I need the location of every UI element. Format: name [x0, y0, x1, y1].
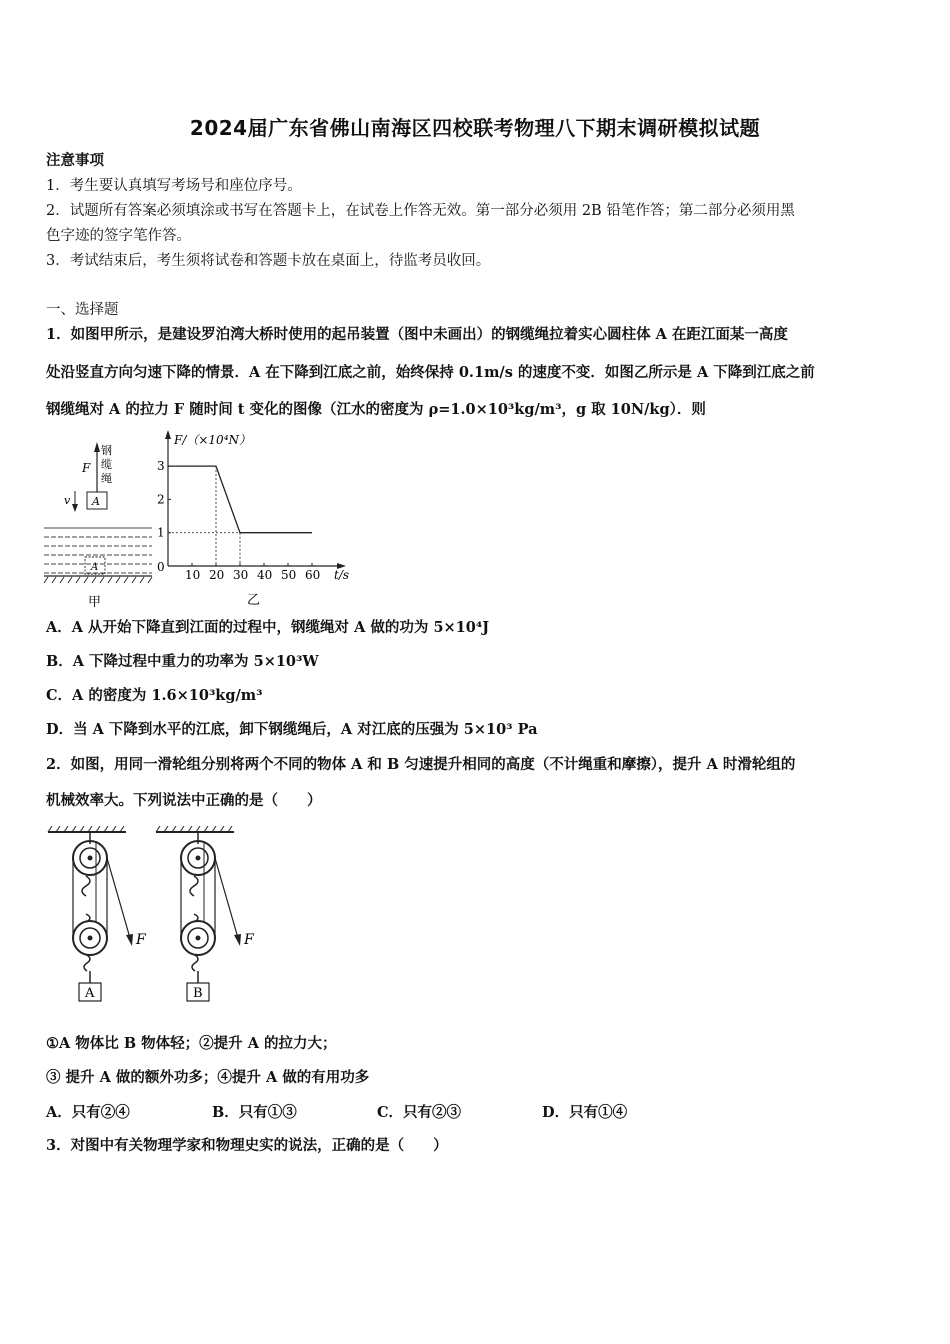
y-tick-label: 3 [157, 459, 165, 474]
question-1-option: D．当 A 下降到水平的江底，卸下钢缆绳后，A 对江底的压强为 5×10³ Pa [46, 721, 538, 738]
rope-label: 缆 [101, 458, 112, 471]
notice-item: 色字迹的签字笔作答。 [46, 228, 191, 244]
x-tick-label: 40 [257, 568, 273, 582]
question-1-option: B．A 下降过程中重力的功率为 5×10³W [46, 653, 319, 670]
force-label: F [136, 932, 146, 948]
figure-yi-chart [152, 426, 372, 616]
force-label: F [82, 461, 91, 475]
notice-item: 3．考试结束后，考生须将试卷和答题卡放在桌面上，待监考员收回。 [46, 253, 491, 269]
notice-item: 1．考生要认真填写考场号和座位序号。 [46, 178, 302, 194]
question-3-line: 3．对图中有关物理学家和物理史实的说法，正确的是（ ） [46, 1137, 448, 1154]
question-1-option: A．A 从开始下降直到江面的过程中，钢缆绳对 A 做的功为 5×10⁴J [46, 619, 490, 636]
question-2-option: A．只有②④ [46, 1104, 130, 1121]
question-2-line: 机械效率大。下列说法中正确的是（ ） [46, 792, 322, 809]
page-title: 2024届广东省佛山南海区四校联考物理八下期末调研模拟试题 [189, 116, 761, 140]
question-1-line: 1．如图甲所示，是建设罗泊湾大桥时使用的起吊装置（图中未画出）的钢缆绳拉着实心圆柱体 A 在距江面某一高度 [46, 326, 788, 343]
rope-label: 钢 [101, 444, 112, 457]
notice-heading: 注意事项 [46, 152, 104, 169]
question-2-option: B．只有①③ [212, 1104, 297, 1121]
figure-caption: 乙 [247, 593, 261, 608]
section-heading: 一、选择题 [46, 302, 119, 318]
x-tick-label: 50 [281, 568, 297, 582]
y-tick-label: 1 [157, 525, 165, 540]
question-2-statement: ①A 物体比 B 物体轻；②提升 A 的拉力大； [46, 1035, 337, 1052]
velocity-label: v [64, 494, 71, 507]
question-2-option: D．只有①④ [542, 1104, 628, 1121]
question-2-option: C．只有②③ [377, 1104, 462, 1121]
x-axis-label: t/s [334, 568, 350, 582]
series-line [168, 466, 312, 533]
question-2-statement: ③ 提升 A 做的额外功多；④提升 A 做的有用功多 [46, 1069, 370, 1086]
y-axis-label: F/（×10⁴N） [174, 433, 252, 447]
question-1-line: 处沿竖直方向匀速下降的情景．A 在下降到江底之前，始终保持 0.1m/s 的速度不变．如图乙所示是 A 下降到江底之前 [46, 364, 815, 381]
block-label-bottom: A [91, 562, 99, 573]
y-tick-label: 2 [157, 492, 165, 507]
pulley-system-b [156, 826, 255, 1001]
figure-caption: 甲 [88, 595, 102, 610]
figure-jia [40, 436, 158, 616]
question-2-line: 2．如图，用同一滑轮组分别将两个不同的物体 A 和 B 匀速提升相同的高度（不计绳重和摩擦），提升 A 时滑轮组的 [46, 756, 796, 773]
x-tick-label: 10 [185, 568, 201, 582]
question-1-line: 钢缆绳对 A 的拉力 F 随时间 t 变化的图像（江水的密度为 ρ=1.0×10³kg/m³，g 取 10N/kg）．则 [46, 401, 706, 418]
x-tick-label: 60 [305, 568, 321, 582]
pulley-system-a [48, 826, 147, 1001]
question-1-option: C．A 的密度为 1.6×10³kg/m³ [46, 687, 263, 704]
x-tick-label: 30 [233, 568, 249, 582]
block-a-label: A [85, 986, 95, 1001]
rope-label: 绳 [101, 472, 112, 485]
figure-pulleys [44, 826, 274, 1008]
force-label: F [244, 932, 254, 948]
block-label: A [92, 495, 100, 508]
notice-item: 2．试题所有答案必须填涂或书写在答题卡上，在试卷上作答无效。第一部分必须用 2B 铅笔作答；第二部分必须用黑 [46, 203, 795, 219]
block-b-label: B [193, 986, 203, 1001]
x-tick-label: 20 [209, 568, 225, 582]
origin-label: 0 [157, 560, 165, 574]
